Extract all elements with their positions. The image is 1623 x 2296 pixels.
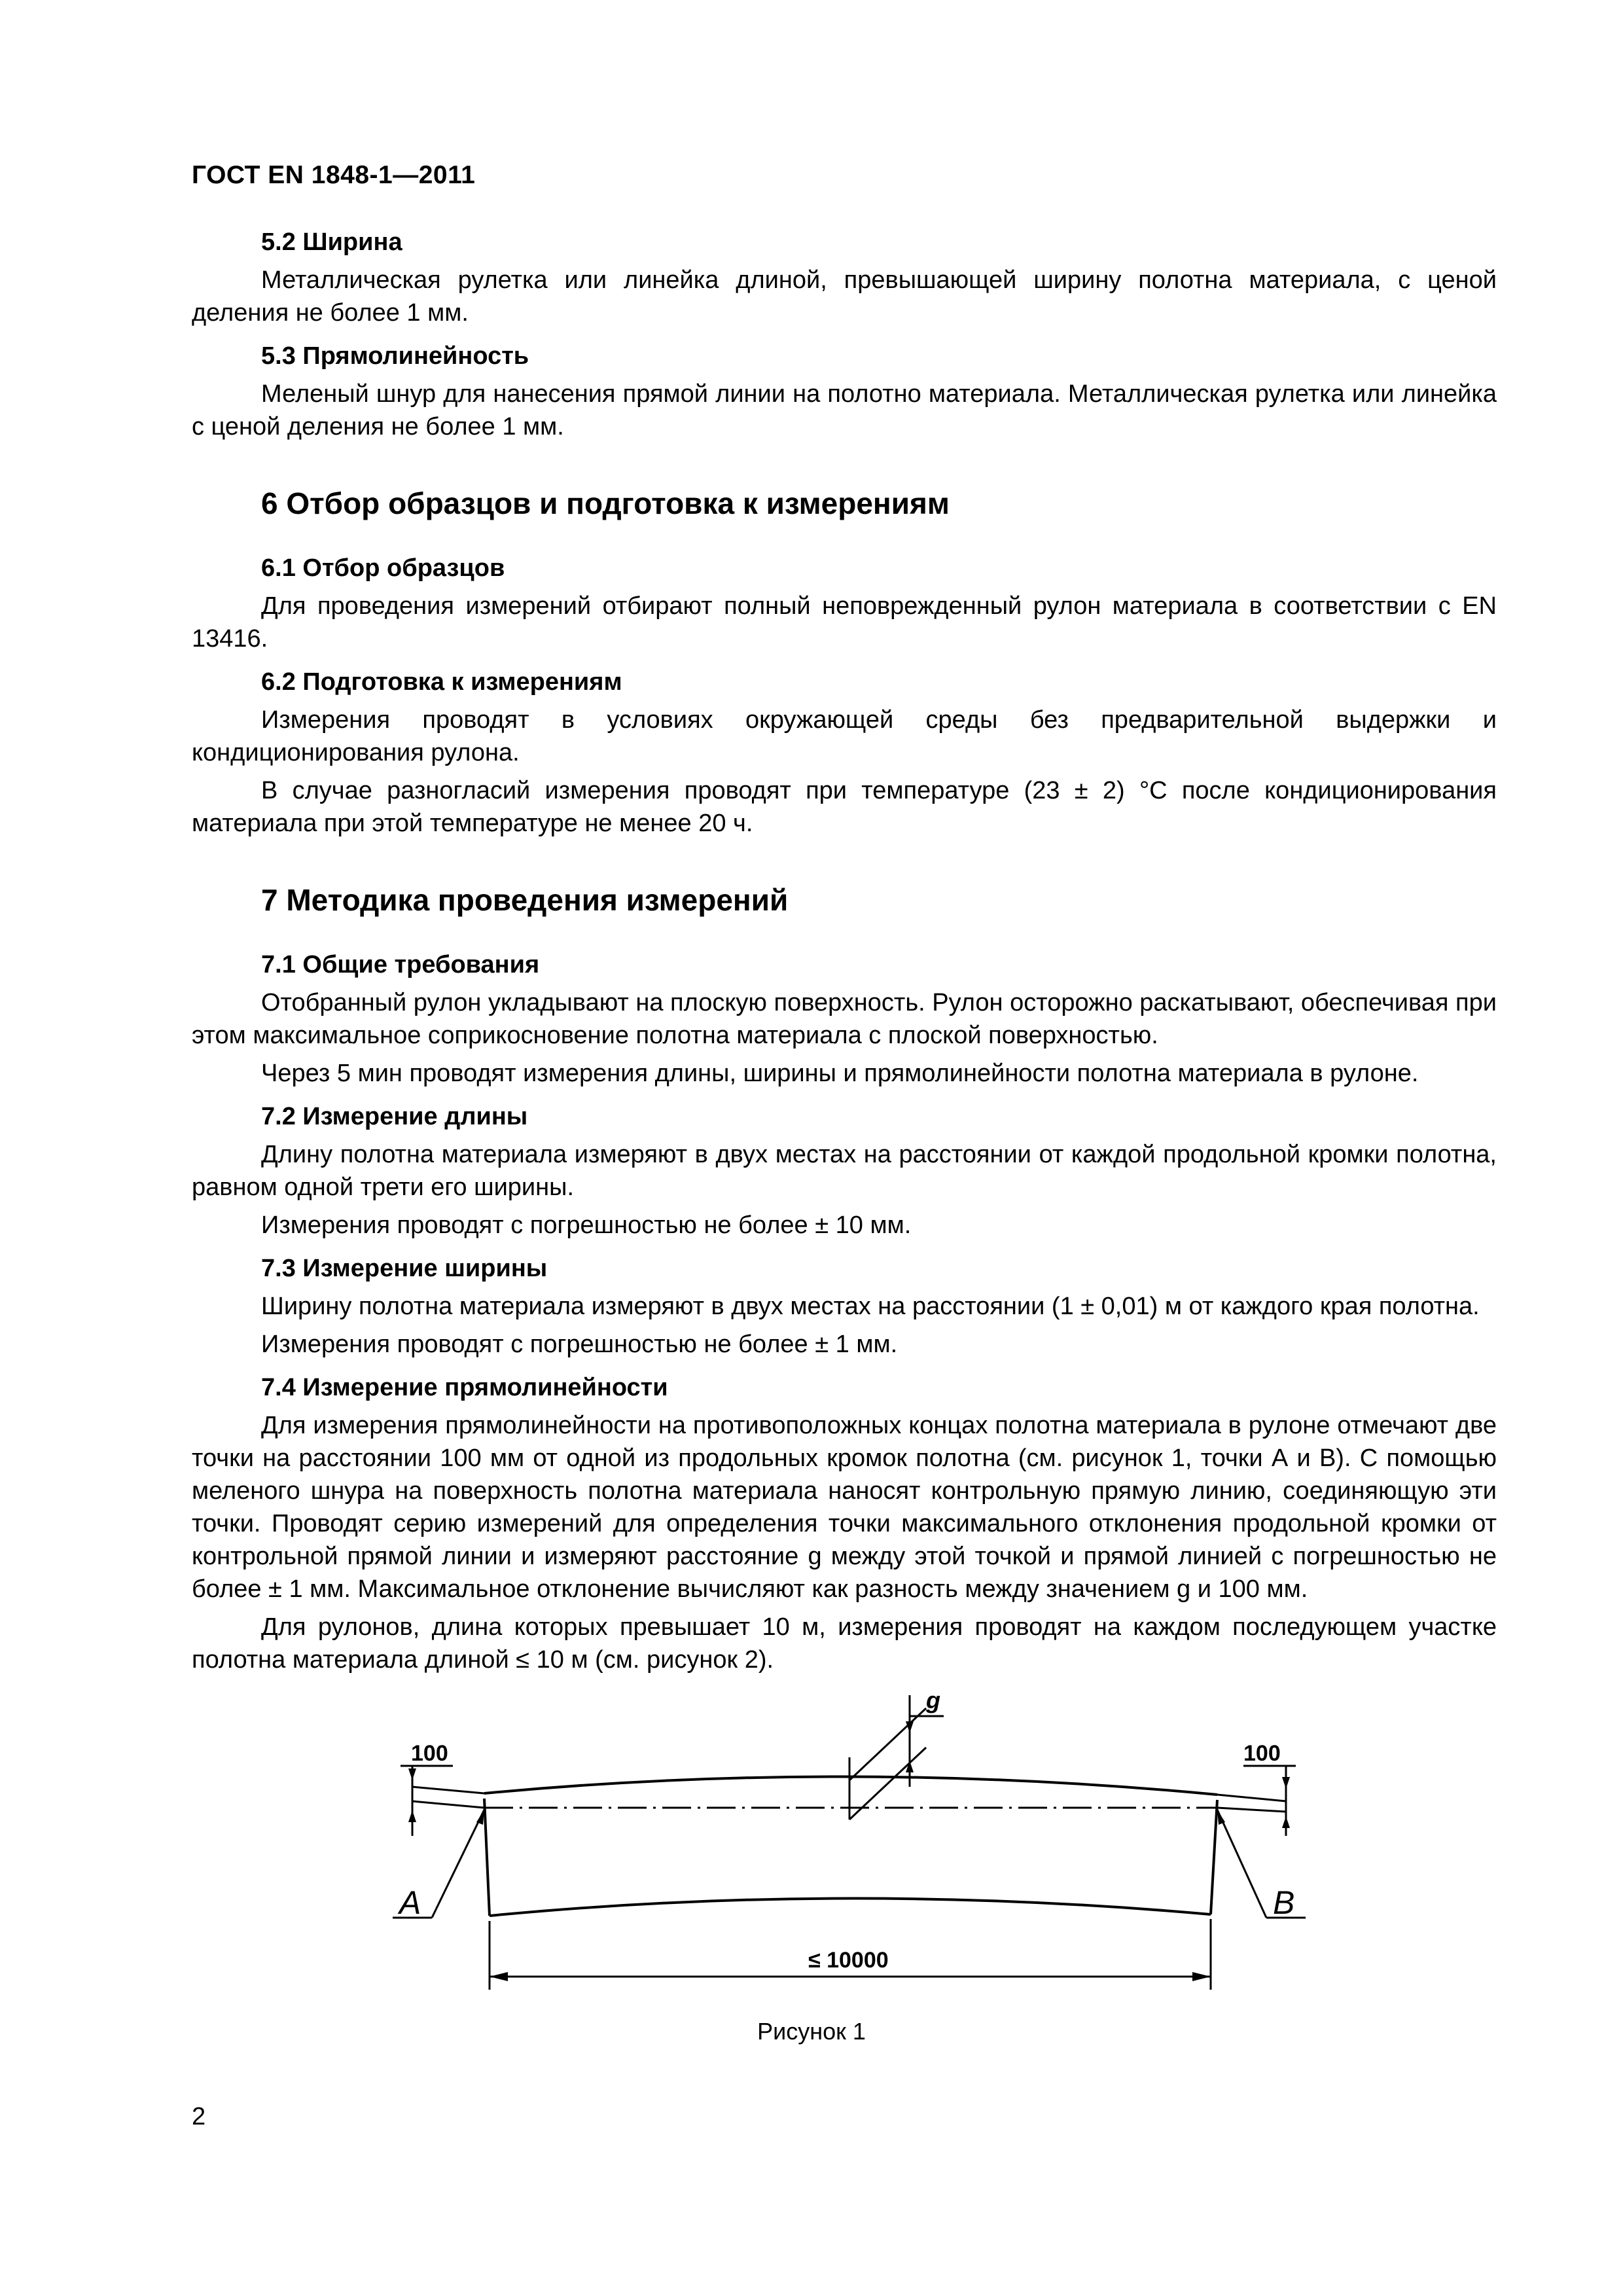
heading-6-2: 6.2 Подготовка к измерениям [261, 668, 622, 696]
heading-section-6: 6 Отбор образцов и подготовка к измерениям [261, 486, 950, 520]
figure-1-diagram [380, 1682, 1309, 2022]
document-body [192, 226, 1497, 1687]
paragraph: Измерения проводят с погрешностью не более ± 10 мм. [261, 1211, 912, 1239]
document-header: ГОСТ EN 1848-1—2011 [192, 161, 476, 189]
paragraph: Для рулонов, длина которых превышает 10 м, измерения проводят на каждом последующем участке полотна материала длиной ≤ 10 м (см. рисунок 2). [192, 1613, 1497, 1674]
paragraph: Измерения проводят с погрешностью не более ± 1 мм. [261, 1331, 898, 1358]
heading-6-1: 6.1 Отбор образцов [261, 554, 505, 582]
sheet-left-edge [484, 1799, 490, 1916]
label-100-right: 100 [1243, 1741, 1281, 1766]
section-5-2 [192, 226, 1497, 329]
paragraph: Отобранный рулон укладывают на плоскую поверхность. Рулон осторожно раскатывают, обеспечивая при этом максимальное соприкосновение полотна материала с плоской поверхностью. [192, 989, 1497, 1049]
paragraph: В случае разногласий измерения проводят при температуре (23 ± 2) °С после кондиционирования материала при этой температуре не менее 20 ч. [192, 777, 1497, 837]
heading-5-3: 5.3 Прямолинейность [261, 342, 529, 370]
paragraph: Меленый шнур для нанесения прямой линии на полотно материала. Металлическая рулетка или линейка с ценой деления не более 1 мм. [192, 380, 1497, 440]
heading-7-3: 7.3 Измерение ширины [261, 1255, 548, 1282]
paragraph: Для проведения измерений отбирают полный неповрежденный рулон материала в соответствии с EN 13416. [192, 592, 1497, 653]
heading-5-2: 5.2 Ширина [261, 228, 402, 256]
section-7-1 [192, 948, 1497, 1090]
section-7-3 [192, 1252, 1497, 1361]
paragraph: Для измерения прямолинейности на противоположных концах полотна материала в рулоне отмечают две точки на расстоянии 100 мм от одной из продольных кромок полотна (см. рисунок 1, точки А и В). С помощью меленого шнура на поверхность полотна материала наносят контрольную прямую линию, соединяющую эти точки. Проводят серию измерений для определения точки максимального отклонения продольной кромки от контрольной прямой линии и измеряют расстояние g между этой точкой и прямой линией с погрешностью не более ± 1 мм. Максимальное отклонение вычисляют как разность между значением g и 100 мм. [192, 1412, 1497, 1603]
sheet-bottom-edge [490, 1898, 1211, 1916]
paragraph: Измерения проводят в условиях окружающей среды без предварительной выдержки и кондиционирования рулона. [192, 706, 1497, 766]
section-7-2 [192, 1100, 1497, 1242]
heading-7-1: 7.1 Общие требования [261, 951, 540, 978]
heading-section-7: 7 Методика проведения измерений [261, 883, 789, 917]
page-number: 2 [192, 2103, 206, 2130]
section-5-3 [192, 340, 1497, 443]
paragraph: Металлическая рулетка или линейка длиной, превышающей ширину полотна материала, с ценой деления не более 1 мм. [192, 266, 1497, 327]
paragraph: Через 5 мин проводят измерения длины, ширины и прямолинейности полотна материала в рулоне. [261, 1060, 1419, 1087]
figure-caption: Рисунок 1 [757, 2018, 866, 2045]
label-b: B [1273, 1884, 1295, 1921]
paragraph: Ширину полотна материала измеряют в двух местах на расстоянии (1 ± 0,01) м от каждого края полотна. [261, 1293, 1480, 1320]
sheet-right-edge [1211, 1800, 1217, 1914]
label-a: A [399, 1884, 421, 1921]
label-length: ≤ 10000 [808, 1948, 889, 1973]
heading-7-4: 7.4 Измерение прямолинейности [261, 1374, 668, 1401]
section-6-1 [192, 552, 1497, 655]
section-6-2 [192, 666, 1497, 840]
label-100-left: 100 [411, 1741, 448, 1766]
heading-7-2: 7.2 Измерение длины [261, 1103, 528, 1130]
paragraph: Длину полотна материала измеряют в двух местах на расстоянии от каждой продольной кромки полотна, равном одной трети его ширины. [192, 1141, 1497, 1201]
label-g: g [926, 1687, 940, 1713]
section-7-4 [192, 1371, 1497, 1676]
